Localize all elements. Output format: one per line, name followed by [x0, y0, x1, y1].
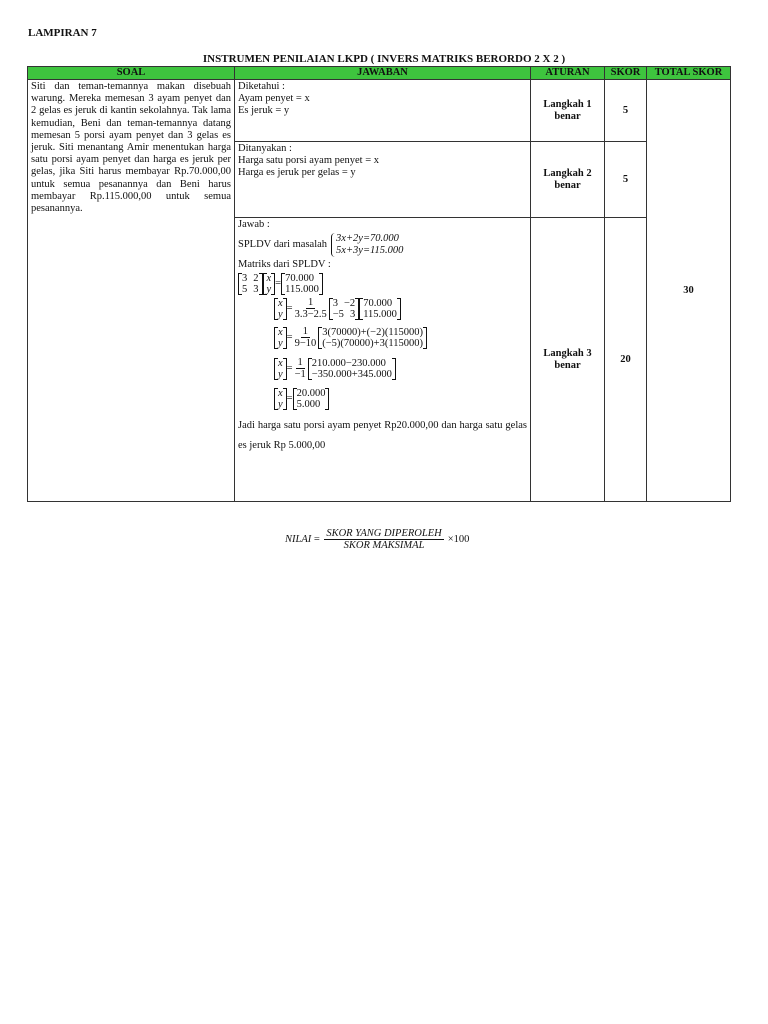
- matrix-cell: y: [266, 284, 272, 296]
- matrix-cell: 5.000: [296, 399, 321, 411]
- step2-answer: [235, 142, 531, 218]
- matrix-cell: y: [278, 308, 283, 320]
- step1-line: Diketahui :: [238, 81, 285, 92]
- formula-denominator: SKOR MAKSIMAL: [343, 540, 425, 551]
- nilai-formula: [285, 528, 469, 551]
- matrix-cell: −5: [332, 308, 344, 320]
- matrix-cell: 3: [253, 284, 259, 296]
- matriks-label: Matriks dari SPLDV :: [238, 259, 331, 271]
- matrix-cell: x: [278, 297, 283, 309]
- matrix-cell: −350.000+345.000: [311, 368, 392, 380]
- equation-2: 5x+3y=115.000: [336, 245, 404, 257]
- inverse-row: x y = $\frac{1}{3.3-2.5}$ 3 −2 −5 3 70.000 115.000: [274, 297, 527, 320]
- determinant-fraction: $\frac{1}{9-10}$: [294, 326, 317, 350]
- matrix-cell: 70.000: [285, 273, 314, 285]
- step2-line: Harga satu porsi ayam penyet = x: [238, 155, 380, 167]
- table-row: [28, 80, 731, 142]
- matrix-cell: 2: [253, 273, 259, 285]
- matrix-cell: 70.000: [363, 297, 393, 309]
- step2-line: Ditanyakan :: [238, 143, 292, 154]
- col-header-total-skor: TOTAL SKOR: [647, 67, 731, 80]
- step3-rule: Langkah 3 benar: [531, 218, 605, 502]
- step3-answer: [235, 218, 531, 502]
- step1-answer: [235, 80, 531, 142]
- col-header-aturan: ATURAN: [531, 67, 605, 80]
- matrix-equation-row: 3 2 5 3 x y = 70.000 115.000: [238, 273, 527, 295]
- page-title: INSTRUMEN PENILAIAN LKPD ( INVERS MATRIKS BERORDO 2 X 2 ): [202, 53, 566, 65]
- matrix-cell: y: [278, 399, 283, 411]
- formula-lhs: NILAI: [285, 534, 312, 545]
- matrix-cell: 210.000−230.000: [311, 357, 386, 369]
- matrix-cell: x: [278, 326, 283, 338]
- equation-1: 3x+2y=70.000: [336, 233, 399, 245]
- step1-line: Es jeruk = y: [238, 105, 290, 117]
- matrix-cell: x: [278, 357, 283, 369]
- matrix-cell: y: [278, 368, 283, 380]
- result-vector: [293, 388, 330, 410]
- matrix-cell: 115.000: [285, 284, 319, 296]
- matrix-cell: x: [278, 388, 283, 400]
- matrix-cell: 5: [242, 284, 248, 296]
- variable-vector: [263, 273, 276, 295]
- formula-equals: =: [313, 534, 321, 545]
- matrix-cell: 3(70000)+(−2)(115000): [322, 326, 423, 338]
- spldv-row: [238, 233, 527, 257]
- col-header-soal: SOAL: [28, 67, 235, 80]
- step1-rule: Langkah 1 benar: [531, 80, 605, 142]
- soal-text: Siti dan teman-temannya makan disebuah warung. Mereka memesan 3 ayam penyet dan 2 gelas es jeruk di kantin sekolahnya. Tak lama kemudian, Beni dan teman-temannya datang memesan 5 porsi ayam penyet dan 3 gelas es jeruk. Siti menantang Amir menentukan harga satu porsi ayam penyet dan harga es jeruk per gelas, jika Siti harus membayar Rp.70.000,00 untuk semua pesanannya dan Beni harus membayar Rp.115.000,00 untuk semua pesanannya.: [28, 80, 235, 502]
- product-row: x y = $\frac{1}{9-10}$ 3(70000)+(−2)(115000) (−5)(70000)+3(115000): [274, 326, 527, 349]
- result-row: x y = 20.000 5.000: [274, 388, 527, 410]
- coefficient-matrix: [238, 273, 263, 295]
- spldv-system: [331, 233, 403, 257]
- assessment-table: [27, 66, 731, 502]
- calc-row: x y = $\frac{1}{-1}$ 210.000−230.000 −350.000+345.000: [274, 357, 527, 380]
- determinant-fraction: $\frac{1}{-1}$: [294, 357, 306, 381]
- step2-score: 5: [605, 142, 647, 218]
- adjoint-matrix: [329, 298, 359, 320]
- step1-line: Ayam penyet = x: [238, 93, 310, 105]
- lampiran-label: LAMPIRAN 7: [28, 27, 97, 39]
- conclusion-text: Jadi harga satu porsi ayam penyet Rp20.000,00 dan harga satu gelas es jeruk Rp 5.000,00: [238, 420, 527, 452]
- formula-fraction: [324, 528, 443, 551]
- constant-vector: [281, 273, 323, 295]
- matrix-cell: 3: [332, 297, 339, 309]
- jawab-label: Jawab :: [238, 219, 270, 230]
- step3-score: 20: [605, 218, 647, 502]
- spldv-label: SPLDV dari masalah: [238, 239, 328, 251]
- matrix-cell: x: [266, 273, 272, 285]
- matrix-cell: −2: [344, 297, 356, 309]
- matrix-cell: 3: [349, 308, 356, 320]
- step1-score: 5: [605, 80, 647, 142]
- matrix-cell: 20.000: [296, 388, 326, 400]
- step2-rule: Langkah 2 benar: [531, 142, 605, 218]
- col-header-jawaban: JAWABAN: [235, 67, 531, 80]
- matrix-cell: 115.000: [363, 308, 397, 320]
- calc-matrix: [308, 358, 396, 380]
- total-score: 30: [647, 80, 731, 502]
- col-header-skor: SKOR: [605, 67, 647, 80]
- matrix-cell: 3: [242, 273, 248, 285]
- step2-line: Harga es jeruk per gelas = y: [238, 167, 356, 179]
- product-matrix: [318, 327, 427, 349]
- formula-numerator: SKOR YANG DIPEROLEH: [326, 528, 442, 539]
- formula-times: ×100: [447, 534, 470, 545]
- determinant-fraction: $\frac{1}{3.3-2.5}$: [294, 297, 327, 321]
- matrix-cell: (−5)(70000)+3(115000): [322, 337, 423, 349]
- table-header-row: [28, 67, 731, 80]
- matrix-cell: y: [278, 337, 283, 349]
